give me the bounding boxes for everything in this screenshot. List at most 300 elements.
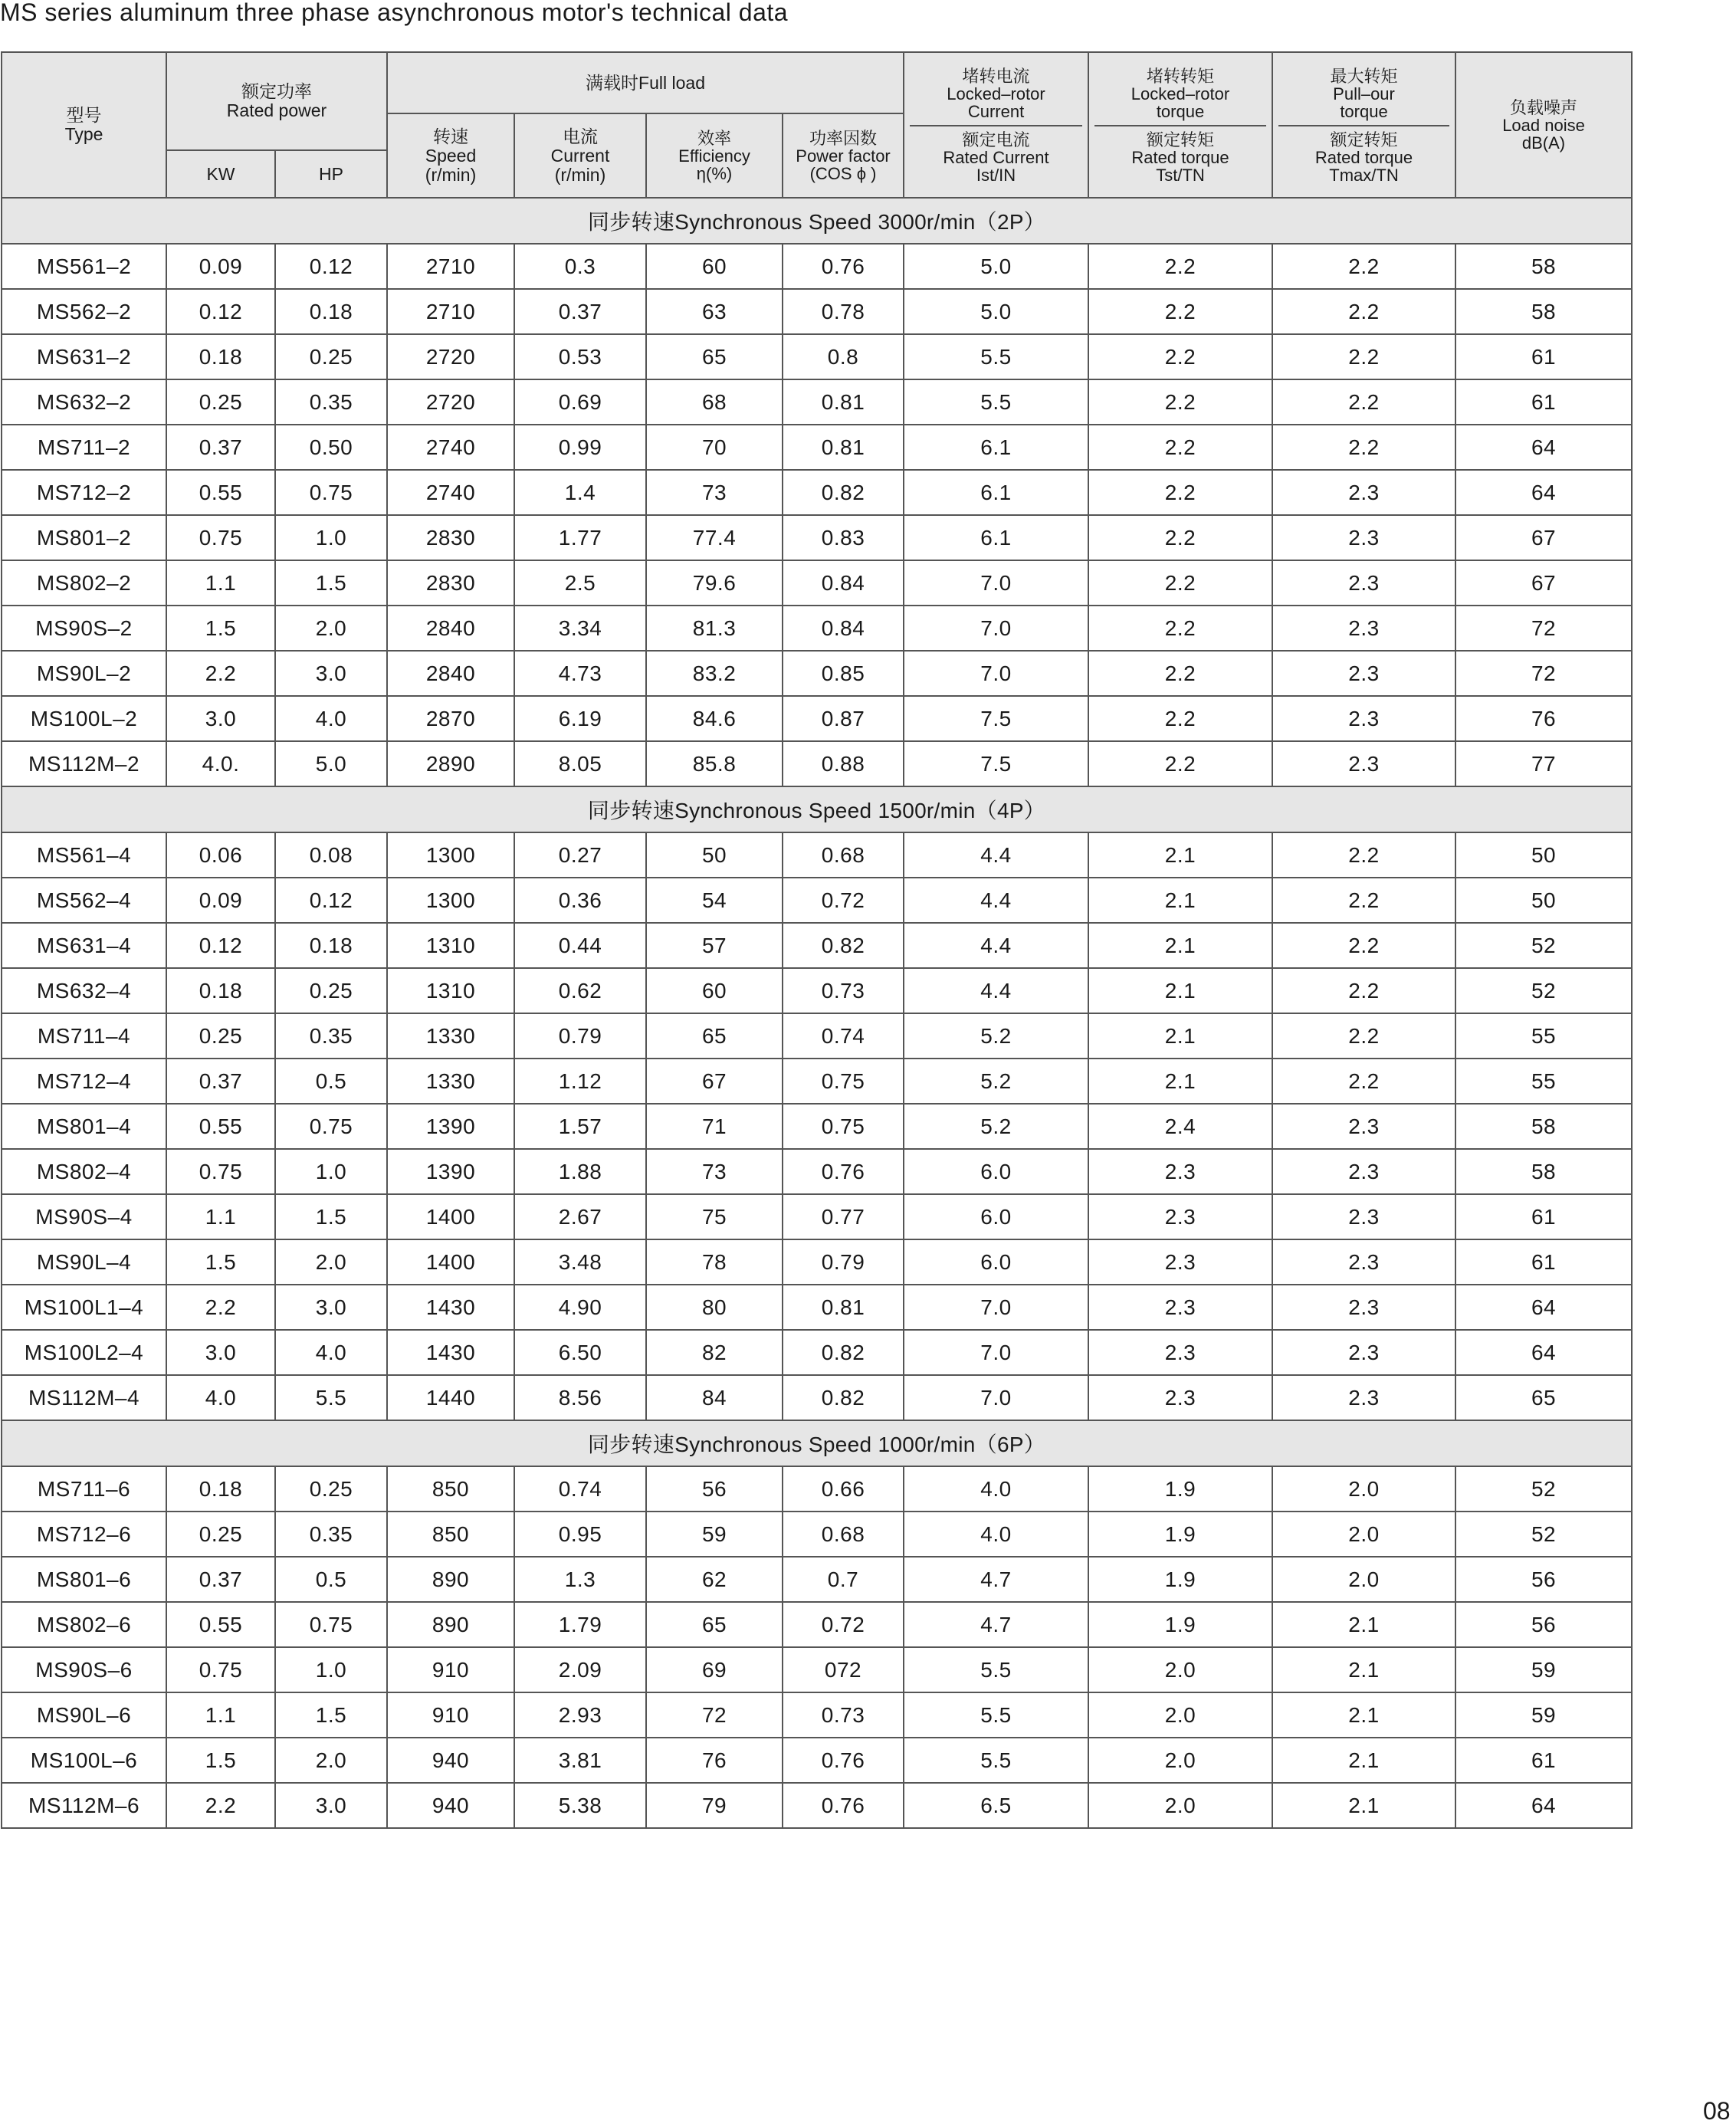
table-cell: 3.48 [514,1239,646,1285]
table-cell: 1440 [387,1375,514,1420]
table-cell: 0.77 [783,1194,904,1239]
table-cell: 1300 [387,878,514,923]
table-cell: 4.4 [904,923,1088,968]
table-cell: 0.08 [275,832,387,878]
table-cell: 3.0 [275,1285,387,1330]
model-type-cell: MS90L–2 [2,651,166,696]
table-cell: 73 [646,1149,783,1194]
table-cell: 850 [387,1466,514,1512]
section-label: 同步转速Synchronous Speed 1000r/min（6P） [2,1420,1632,1466]
model-type-cell: MS90L–4 [2,1239,166,1285]
model-type-cell: MS632–4 [2,968,166,1013]
model-type-cell: MS802–2 [2,560,166,606]
table-cell: 1.5 [275,560,387,606]
table-cell: 0.62 [514,968,646,1013]
table-cell: 4.4 [904,878,1088,923]
table-cell: 2.3 [1272,1285,1455,1330]
table-cell: 0.12 [275,244,387,289]
table-cell: 1.79 [514,1602,646,1647]
table-cell: 6.1 [904,515,1088,560]
table-row [2,425,1632,470]
table-cell: 0.27 [514,832,646,878]
table-cell: 0.5 [275,1557,387,1602]
table-cell: 1.0 [275,1149,387,1194]
model-type-cell: MS561–2 [2,244,166,289]
model-type-cell: MS90L–6 [2,1692,166,1738]
table-cell: 0.76 [783,1149,904,1194]
table-cell: 2720 [387,379,514,425]
model-type-cell: MS90S–4 [2,1194,166,1239]
table-cell: 81.3 [646,606,783,651]
table-cell: 4.7 [904,1557,1088,1602]
table-cell: 0.68 [783,832,904,878]
header-full-load: 满载时Full load [387,52,904,113]
table-cell: 2.0 [1088,1783,1272,1828]
table-cell: 0.55 [166,470,275,515]
table-cell: 0.75 [275,470,387,515]
table-cell: 0.75 [275,1104,387,1149]
table-cell: 1.0 [275,1647,387,1692]
table-cell: 0.12 [275,878,387,923]
table-cell: 72 [646,1692,783,1738]
table-cell: 2.0 [1088,1647,1272,1692]
table-row [2,696,1632,741]
table-cell: 5.38 [514,1783,646,1828]
table-cell: 2.3 [1272,696,1455,741]
table-cell: 2.2 [1088,289,1272,334]
table-cell: 6.5 [904,1783,1088,1828]
table-cell: 1.4 [514,470,646,515]
table-cell: 72 [1455,651,1632,696]
table-cell: 56 [646,1466,783,1512]
table-cell: 2.09 [514,1647,646,1692]
table-cell: 2.3 [1088,1239,1272,1285]
table-cell: 0.35 [275,379,387,425]
model-type-cell: MS712–4 [2,1059,166,1104]
table-cell: 6.0 [904,1194,1088,1239]
table-cell: 1.1 [166,1194,275,1239]
table-cell: 2.2 [1272,289,1455,334]
table-row [2,1602,1632,1647]
table-cell: 4.0. [166,741,275,786]
table-cell: 7.0 [904,1375,1088,1420]
table-row [2,1466,1632,1512]
table-cell: 0.75 [783,1104,904,1149]
table-cell: 5.2 [904,1013,1088,1059]
table-cell: 70 [646,425,783,470]
table-cell: 52 [1455,1512,1632,1557]
table-cell: 2.0 [1088,1692,1272,1738]
table-cell: 2.3 [1272,515,1455,560]
table-cell: 2740 [387,470,514,515]
model-type-cell: MS631–4 [2,923,166,968]
model-type-cell: MS711–6 [2,1466,166,1512]
table-cell: 67 [1455,560,1632,606]
table-cell: 6.1 [904,470,1088,515]
table-cell: 0.37 [514,289,646,334]
table-cell: 2.1 [1088,923,1272,968]
table-cell: 52 [1455,923,1632,968]
table-cell: 2.2 [166,651,275,696]
table-cell: 2.1 [1088,1013,1272,1059]
table-cell: 4.0 [904,1512,1088,1557]
table-cell: 7.0 [904,1330,1088,1375]
table-cell: 2.2 [1088,606,1272,651]
table-cell: 0.37 [166,1059,275,1104]
table-cell: 890 [387,1557,514,1602]
table-cell: 0.3 [514,244,646,289]
table-cell: 4.4 [904,832,1088,878]
model-type-cell: MS801–4 [2,1104,166,1149]
table-cell: 0.18 [166,968,275,1013]
table-row [2,832,1632,878]
table-cell: 58 [1455,1104,1632,1149]
table-cell: 2.2 [1272,379,1455,425]
table-cell: 1.12 [514,1059,646,1104]
table-cell: 71 [646,1104,783,1149]
table-cell: 2.4 [1088,1104,1272,1149]
table-cell: 0.73 [783,1692,904,1738]
table-cell: 1.9 [1088,1466,1272,1512]
table-cell: 0.53 [514,334,646,379]
table-cell: 0.83 [783,515,904,560]
table-cell: 0.76 [783,1783,904,1828]
spec-table [1,51,1633,1829]
table-cell: 77 [1455,741,1632,786]
table-body [2,198,1632,1828]
table-cell: 3.34 [514,606,646,651]
table-cell: 1.3 [514,1557,646,1602]
table-cell: 63 [646,289,783,334]
table-cell: 0.25 [275,334,387,379]
table-cell: 6.0 [904,1149,1088,1194]
table-cell: 7.0 [904,606,1088,651]
table-cell: 2.3 [1272,606,1455,651]
table-cell: 0.25 [166,1013,275,1059]
table-cell: 0.37 [166,1557,275,1602]
model-type-cell: MS712–6 [2,1512,166,1557]
table-cell: 79.6 [646,560,783,606]
table-row [2,1149,1632,1194]
header-rated-power: 额定功率 Rated power [166,52,387,150]
table-cell: 68 [646,379,783,425]
table-cell: 5.5 [904,379,1088,425]
table-cell: 0.44 [514,923,646,968]
table-cell: 940 [387,1783,514,1828]
table-cell: 2.1 [1272,1602,1455,1647]
table-cell: 78 [646,1239,783,1285]
table-cell: 0.99 [514,425,646,470]
table-cell: 2.3 [1088,1375,1272,1420]
table-cell: 2.3 [1272,1330,1455,1375]
table-cell: 3.0 [166,1330,275,1375]
model-type-cell: MS631–2 [2,334,166,379]
table-cell: 0.35 [275,1013,387,1059]
table-cell: 0.7 [783,1557,904,1602]
table-cell: 2.1 [1088,968,1272,1013]
section-label: 同步转速Synchronous Speed 1500r/min（4P） [2,786,1632,832]
table-cell: 2.93 [514,1692,646,1738]
table-row [2,606,1632,651]
table-cell: 1300 [387,832,514,878]
table-cell: 0.82 [783,470,904,515]
table-cell: 52 [1455,968,1632,1013]
table-cell: 2.0 [1272,1557,1455,1602]
table-cell: 0.69 [514,379,646,425]
table-cell: 0.75 [166,515,275,560]
table-cell: 0.25 [166,379,275,425]
table-cell: 3.0 [275,1783,387,1828]
table-cell: 85.8 [646,741,783,786]
table-cell: 0.81 [783,425,904,470]
table-cell: 2710 [387,289,514,334]
table-cell: 2840 [387,651,514,696]
table-cell: 940 [387,1738,514,1783]
table-cell: 57 [646,923,783,968]
table-cell: 80 [646,1285,783,1330]
table-cell: 0.55 [166,1602,275,1647]
table-cell: 0.50 [275,425,387,470]
table-cell: 4.7 [904,1602,1088,1647]
model-type-cell: MS100L–6 [2,1738,166,1783]
table-cell: 2740 [387,425,514,470]
table-row [2,878,1632,923]
table-row [2,968,1632,1013]
table-cell: 2.2 [1272,878,1455,923]
table-cell: 61 [1455,379,1632,425]
table-cell: 0.75 [783,1059,904,1104]
table-cell: 60 [646,244,783,289]
table-cell: 4.90 [514,1285,646,1330]
table-cell: 890 [387,1602,514,1647]
table-cell: 65 [646,1602,783,1647]
table-cell: 0.25 [275,1466,387,1512]
model-type-cell: MS802–4 [2,1149,166,1194]
header-locked-rotor-torque: 堵转转矩 Locked–rotor torque 额定转矩 Rated torque Tst/TN [1088,52,1272,198]
model-type-cell: MS712–2 [2,470,166,515]
table-cell: 5.5 [904,1738,1088,1783]
table-cell: 5.2 [904,1059,1088,1104]
table-cell: 64 [1455,1285,1632,1330]
table-cell: 84.6 [646,696,783,741]
table-cell: 65 [646,334,783,379]
table-cell: 2.2 [1088,425,1272,470]
table-cell: 67 [646,1059,783,1104]
table-cell: 2.3 [1272,470,1455,515]
table-cell: 76 [646,1738,783,1783]
table-cell: 2.2 [1272,923,1455,968]
table-cell: 69 [646,1647,783,1692]
table-cell: 61 [1455,1738,1632,1783]
table-cell: 1430 [387,1330,514,1375]
table-cell: 5.5 [904,1692,1088,1738]
table-cell: 3.81 [514,1738,646,1783]
table-cell: 0.68 [783,1512,904,1557]
table-cell: 54 [646,878,783,923]
table-cell: 1.9 [1088,1557,1272,1602]
table-cell: 0.84 [783,560,904,606]
table-cell: 2.2 [1272,425,1455,470]
table-cell: 50 [1455,878,1632,923]
table-cell: 2.0 [275,1738,387,1783]
table-cell: 0.78 [783,289,904,334]
table-cell: 2890 [387,741,514,786]
table-cell: 72 [1455,606,1632,651]
table-row [2,1285,1632,1330]
model-type-cell: MS801–6 [2,1557,166,1602]
header-type: 型号 Type [2,52,166,198]
table-cell: 4.73 [514,651,646,696]
table-cell: 5.5 [904,1647,1088,1692]
table-cell: 0.88 [783,741,904,786]
table-cell: 0.76 [783,1738,904,1783]
table-row [2,1059,1632,1104]
table-cell: 1.5 [275,1194,387,1239]
table-cell: 50 [646,832,783,878]
table-cell: 56 [1455,1602,1632,1647]
table-cell: 2.1 [1272,1738,1455,1783]
header-hp: HP [275,150,387,198]
model-type-cell: MS112M–2 [2,741,166,786]
table-cell: 6.19 [514,696,646,741]
header-efficiency: 效率 Efficiency η(%) [646,113,783,198]
table-cell: 2.3 [1272,1149,1455,1194]
model-type-cell: MS100L1–4 [2,1285,166,1330]
section-header-row [2,198,1632,244]
table-cell: 79 [646,1783,783,1828]
table-cell: 6.1 [904,425,1088,470]
table-cell: 5.5 [275,1375,387,1420]
table-cell: 0.36 [514,878,646,923]
table-cell: 0.8 [783,334,904,379]
table-cell: 2.1 [1088,832,1272,878]
table-row [2,470,1632,515]
table-row [2,334,1632,379]
table-cell: 75 [646,1194,783,1239]
header-power-factor: 功率因数 Power factor (COS ϕ ) [783,113,904,198]
table-cell: 0.66 [783,1466,904,1512]
table-cell: 1.5 [166,1239,275,1285]
table-cell: 0.5 [275,1059,387,1104]
table-cell: 0.87 [783,696,904,741]
table-cell: 0.82 [783,1375,904,1420]
table-cell: 0.79 [514,1013,646,1059]
table-cell: 64 [1455,1330,1632,1375]
table-cell: 2.2 [1272,1059,1455,1104]
table-cell: 2.3 [1272,1239,1455,1285]
table-cell: 1400 [387,1194,514,1239]
table-cell: 83.2 [646,651,783,696]
table-cell: 2.2 [1272,244,1455,289]
table-cell: 0.12 [166,923,275,968]
table-cell: 2.1 [1272,1692,1455,1738]
table-cell: 2.2 [1088,470,1272,515]
table-cell: 2.0 [1272,1466,1455,1512]
table-cell: 2.2 [166,1285,275,1330]
table-cell: 2.0 [275,1239,387,1285]
table-cell: 5.2 [904,1104,1088,1149]
table-cell: 55 [1455,1059,1632,1104]
table-cell: 2.3 [1088,1285,1272,1330]
table-row [2,244,1632,289]
model-type-cell: MS100L2–4 [2,1330,166,1375]
table-cell: 55 [1455,1013,1632,1059]
table-cell: 2.3 [1088,1330,1272,1375]
table-cell: 58 [1455,289,1632,334]
table-cell: 0.74 [783,1013,904,1059]
table-cell: 1390 [387,1149,514,1194]
table-cell: 64 [1455,1783,1632,1828]
table-cell: 1400 [387,1239,514,1285]
table-cell: 2.2 [1272,334,1455,379]
table-cell: 0.82 [783,1330,904,1375]
table-cell: 2.0 [1088,1738,1272,1783]
table-cell: 61 [1455,334,1632,379]
table-cell: 2.1 [1272,1647,1455,1692]
table-cell: 2.3 [1272,1375,1455,1420]
table-row [2,289,1632,334]
section-header-row [2,1420,1632,1466]
section-label: 同步转速Synchronous Speed 3000r/min（2P） [2,198,1632,244]
table-cell: 2.2 [1088,741,1272,786]
table-cell: 2.5 [514,560,646,606]
table-cell: 0.82 [783,923,904,968]
table-cell: 4.4 [904,968,1088,1013]
table-cell: 2.2 [1088,560,1272,606]
table-cell: 7.5 [904,696,1088,741]
table-cell: 0.18 [275,289,387,334]
model-type-cell: MS100L–2 [2,696,166,741]
table-row [2,651,1632,696]
table-cell: 59 [646,1512,783,1557]
table-cell: 2720 [387,334,514,379]
table-cell: 61 [1455,1194,1632,1239]
table-cell: 0.76 [783,244,904,289]
table-cell: 0.85 [783,651,904,696]
model-type-cell: MS561–4 [2,832,166,878]
table-cell: 2840 [387,606,514,651]
table-cell: 0.25 [275,968,387,1013]
table-cell: 84 [646,1375,783,1420]
table-row [2,379,1632,425]
table-cell: 1.9 [1088,1512,1272,1557]
table-cell: 4.0 [904,1466,1088,1512]
table-cell: 1310 [387,968,514,1013]
table-cell: 0.18 [166,1466,275,1512]
table-cell: 2.2 [1088,651,1272,696]
header-load-noise: 负载噪声 Load noise dB(A) [1455,52,1632,198]
table-cell: 2.2 [166,1783,275,1828]
table-cell: 2.2 [1088,515,1272,560]
table-cell: 64 [1455,425,1632,470]
table-cell: 2710 [387,244,514,289]
table-cell: 1.1 [166,560,275,606]
table-row [2,1375,1632,1420]
table-cell: 73 [646,470,783,515]
table-cell: 58 [1455,244,1632,289]
table-cell: 2.3 [1272,651,1455,696]
table-cell: 0.37 [166,425,275,470]
table-cell: 5.0 [904,289,1088,334]
table-row [2,741,1632,786]
table-cell: 0.95 [514,1512,646,1557]
table-cell: 2.2 [1272,1013,1455,1059]
table-cell: 7.5 [904,741,1088,786]
table-cell: 60 [646,968,783,1013]
table-cell: 0.81 [783,379,904,425]
table-cell: 2.3 [1272,1194,1455,1239]
page-title: MS series aluminum three phase asynchronous motor's technical data [0,0,789,26]
